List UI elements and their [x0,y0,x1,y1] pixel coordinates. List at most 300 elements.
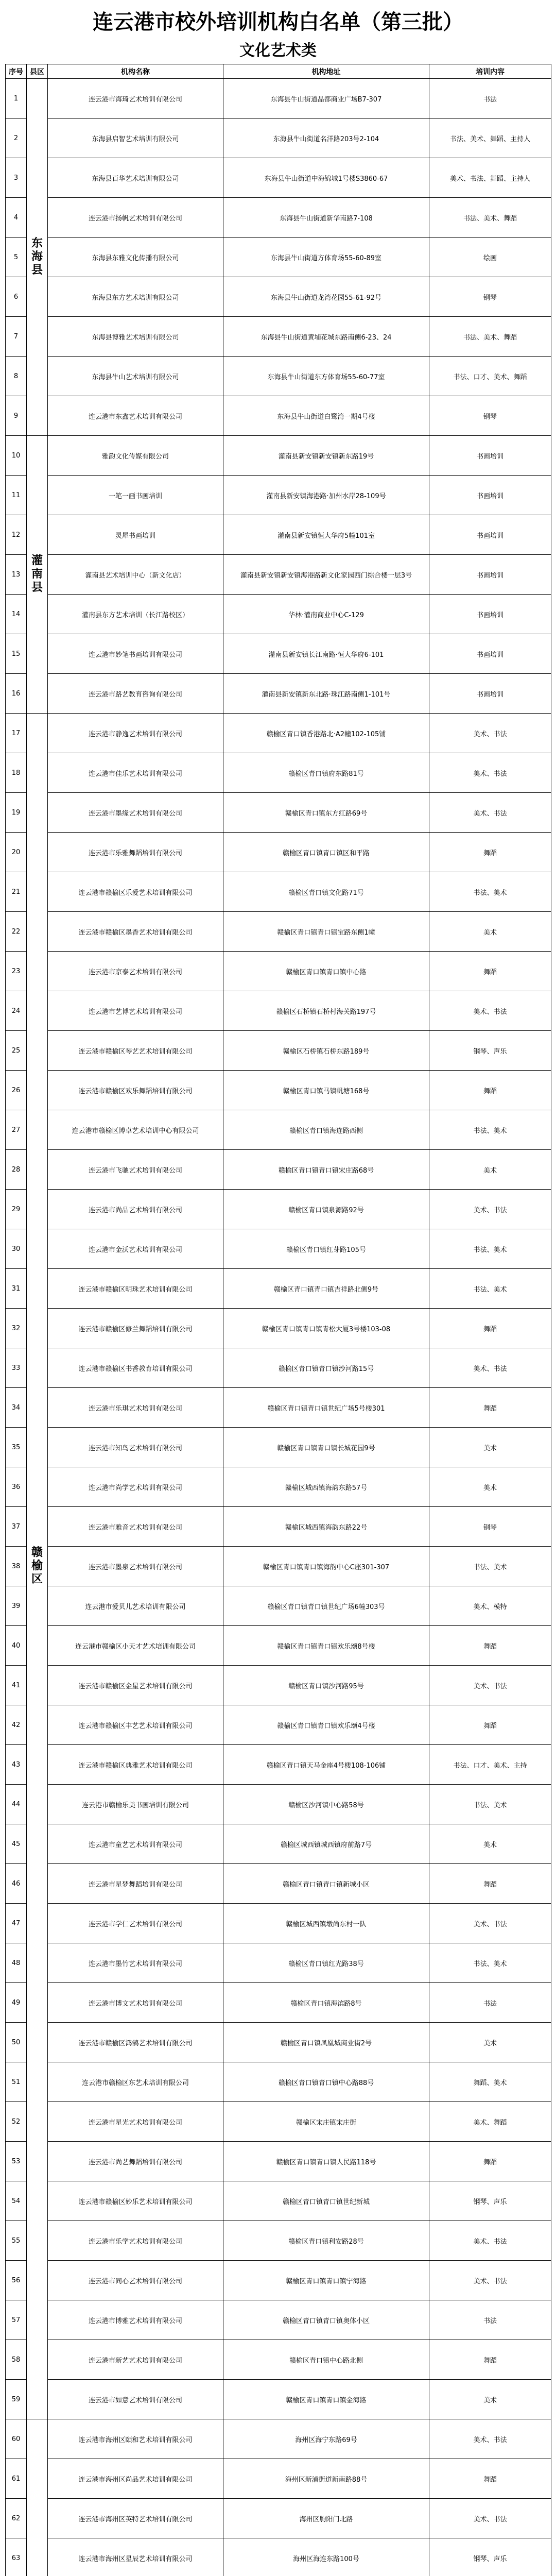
table-row [6,515,551,555]
institution-name: 连云港市佳乐艺术培训有限公司 [48,753,223,793]
institution-address: 灌南县新安镇海港路·加州水岸28-109号 [223,476,429,515]
row-number: 53 [6,2142,27,2181]
row-number: 10 [6,436,27,476]
institution-name: 连云港市同心艺术培训有限公司 [48,2261,223,2300]
institution-address: 东海县牛山街道名洋路203号2-104 [223,118,429,158]
row-number: 15 [6,634,27,674]
row-number: 6 [6,277,27,317]
training-content: 书法、美术、舞蹈 [429,198,551,238]
institution-name: 连云港市童艺艺术培训有限公司 [48,1824,223,1864]
institution-address: 赣榆区青口镇东方红路69号 [223,793,429,833]
institution-name: 连云港市妙笔书画培训有限公司 [48,634,223,674]
institution-address: 赣榆区青口镇青口镇欢乐颂4号楼 [223,1705,429,1745]
institution-name: 连云港市博文艺术培训有限公司 [48,1983,223,2023]
row-number: 25 [6,1031,27,1071]
table-row [6,595,551,634]
row-number: 54 [6,2181,27,2221]
institution-name: 连云港市墨缘艺术培训有限公司 [48,793,223,833]
table-row [6,2221,551,2261]
institution-name: 连云港市静逸艺术培训有限公司 [48,714,223,753]
institution-name: 连云港市海州区英特艺术培训有限公司 [48,2499,223,2538]
training-content: 书画培训 [429,436,551,476]
institution-name: 连云港市艺博艺术培训有限公司 [48,991,223,1031]
table-row [6,872,551,912]
row-number: 60 [6,2419,27,2459]
table-row [6,1071,551,1110]
row-number: 36 [6,1467,27,1507]
training-content: 绘画 [429,238,551,277]
table-row [6,1428,551,1467]
row-number: 14 [6,595,27,634]
row-number: 61 [6,2459,27,2499]
row-number: 35 [6,1428,27,1467]
institution-name: 连云港市海琦艺术培训有限公司 [48,79,223,118]
table-row [6,1547,551,1586]
table-row [6,1904,551,1943]
table-row [6,118,551,158]
institution-name: 灌南县艺术培训中心（新文化店） [48,555,223,595]
table-row [6,2538,551,2576]
institution-address: 赣榆区青口镇马镇帆塘168号 [223,1071,429,1110]
training-content: 美术、书法 [429,1666,551,1705]
institution-name: 连云港市赣榆区东艺术培训有限公司 [48,2062,223,2102]
training-content: 书法、美术 [429,1110,551,1150]
table-row [6,2499,551,2538]
institution-name: 连云港市乐雅舞蹈培训有限公司 [48,833,223,872]
table-row [6,2102,551,2142]
institution-name: 连云港市学仁艺术培训有限公司 [48,1904,223,1943]
row-number: 58 [6,2340,27,2380]
table-row [6,1626,551,1666]
institution-address: 东海县牛山街道晶都商业广场B7-307 [223,79,429,118]
training-content: 舞蹈 [429,1705,551,1745]
table-row [6,753,551,793]
institution-address: 海州区新浦街道新南路88号 [223,2459,429,2499]
table-row [6,317,551,357]
institution-address: 赣榆区青口镇青口镇世纪新城 [223,2181,429,2221]
institution-address: 灌南县新安镇新安镇海港路新文化家园西门综合楼一层3号 [223,555,429,595]
institution-name: 灵犀书画培训 [48,515,223,555]
institution-name: 连云港市赣榆区典雅艺术培训有限公司 [48,1745,223,1785]
table-row [6,1507,551,1547]
institution-address: 赣榆区青口镇青口镇海韵中心C座301-307 [223,1547,429,1586]
row-number: 41 [6,1666,27,1705]
training-content: 书法、美术、舞蹈、主持人 [429,118,551,158]
table-row [6,1269,551,1309]
training-content: 书法 [429,79,551,118]
institution-name: 连云港市赣榆区明珠艺术培训有限公司 [48,1269,223,1309]
table-row [6,1150,551,1190]
training-content: 书法、美术 [429,872,551,912]
training-content: 书法、美术 [429,1943,551,1983]
institution-address: 赣榆区青口镇青口镇宋庄路68号 [223,1150,429,1190]
training-content: 钢琴、声乐 [429,2538,551,2576]
institution-name: 连云港市博雅艺术培训有限公司 [48,2300,223,2340]
training-content: 书法、美术、舞蹈 [429,317,551,357]
table-header-row [6,64,551,79]
row-number: 5 [6,238,27,277]
institution-name: 连云港市雅音艺术培训有限公司 [48,1507,223,1547]
table-row [6,2300,551,2340]
district-cell: 赣榆区 [27,714,48,2419]
institution-address: 赣榆区青口镇泉源路92号 [223,1190,429,1229]
row-number: 50 [6,2023,27,2062]
institution-name: 连云港市赣榆区墨香艺术培训有限公司 [48,912,223,952]
institution-address: 赣榆区城西镇海韵东路57号 [223,1467,429,1507]
institution-name: 连云港市赣榆区书香教育培训有限公司 [48,1348,223,1388]
institution-address: 赣榆区青口镇青口镇中心路 [223,952,429,991]
row-number: 22 [6,912,27,952]
institution-name: 连云港市尚品艺术培训有限公司 [48,1190,223,1229]
training-content: 舞蹈 [429,1864,551,1904]
table-row [6,277,551,317]
training-content: 美术 [429,912,551,952]
institution-address: 赣榆区青口镇青口镇长城花园9号 [223,1428,429,1467]
row-number: 62 [6,2499,27,2538]
training-content: 美术、舞蹈 [429,2102,551,2142]
row-number: 46 [6,1864,27,1904]
institution-name: 连云港市赣榆区修兰舞蹈培训有限公司 [48,1309,223,1348]
institution-name: 东海县东方艺术培训有限公司 [48,277,223,317]
table-row [6,2023,551,2062]
institution-address: 赣榆区青口镇凤凰城商业街2号 [223,2023,429,2062]
training-content: 舞蹈 [429,2142,551,2181]
institution-name: 连云港市尚艺舞蹈培训有限公司 [48,2142,223,2181]
row-number: 9 [6,396,27,436]
training-content: 美术 [429,1428,551,1467]
row-number: 43 [6,1745,27,1785]
institution-name: 连云港市扬帆艺术培训有限公司 [48,198,223,238]
institution-name: 连云港市尚学艺术培训有限公司 [48,1467,223,1507]
training-content: 舞蹈 [429,2459,551,2499]
training-content: 美术、书法 [429,2419,551,2459]
training-content: 舞蹈 [429,1388,551,1428]
row-number: 26 [6,1071,27,1110]
institution-address: 赣榆区青口镇青口镇金海路 [223,2380,429,2419]
institution-address: 赣榆区青口镇青口镇沙河路15号 [223,1348,429,1388]
institution-address: 赣榆区青口镇青口镇世纪广场6幢303号 [223,1586,429,1626]
column-header: 培训内容 [429,64,551,79]
institution-name: 连云港市赣榆区金星艺术培训有限公司 [48,1666,223,1705]
table-row [6,436,551,476]
table-row [6,1348,551,1388]
institution-name: 东海县博雅艺术培训有限公司 [48,317,223,357]
training-content: 钢琴 [429,1507,551,1547]
institution-address: 赣榆区青口镇海连路西侧 [223,1110,429,1150]
training-content: 美术 [429,1467,551,1507]
institution-address: 东海县牛山街道黄埔花城东路南侧6-23、24 [223,317,429,357]
institution-address: 赣榆区青口镇天马金座4号楼108-106铺 [223,1745,429,1785]
institution-name: 连云港市赣榆区欢乐舞蹈培训有限公司 [48,1071,223,1110]
table-row [6,1864,551,1904]
training-content: 书画培训 [429,595,551,634]
training-content: 钢琴、声乐 [429,2181,551,2221]
training-content: 书画培训 [429,476,551,515]
table-row [6,1388,551,1428]
institution-name: 连云港市赣榆区丰艺艺术培训有限公司 [48,1705,223,1745]
institution-address: 赣榆区青口镇沙河路95号 [223,1666,429,1705]
institution-name: 连云港市墨泉艺术培训有限公司 [48,1547,223,1586]
column-header: 机构名称 [48,64,223,79]
institution-name: 连云港市赣榆区妙乐艺术培训有限公司 [48,2181,223,2221]
table-row [6,1586,551,1626]
table-row [6,1229,551,1269]
row-number: 28 [6,1150,27,1190]
row-number: 48 [6,1943,27,1983]
institution-address: 海州区海宁东路69号 [223,2419,429,2459]
institution-address: 赣榆区青口镇青口镇青松大厦3号楼103-08 [223,1309,429,1348]
row-number: 38 [6,1547,27,1586]
training-content: 美术 [429,1824,551,1864]
row-number: 24 [6,991,27,1031]
row-number: 13 [6,555,27,595]
training-content: 书法、美术 [429,1269,551,1309]
table-row [6,1983,551,2023]
training-content: 美术、模特 [429,1586,551,1626]
institution-name: 连云港市赣榆区鸿鹄艺术培训有限公司 [48,2023,223,2062]
training-content: 书法 [429,2300,551,2340]
institution-address: 灌南县新安镇新东北路·珠江路南侧1-101号 [223,674,429,714]
page-title: 连云港市校外培训机构白名单（第三批） [93,10,463,34]
row-number: 1 [6,79,27,118]
institution-name: 连云港市乐学艺术培训有限公司 [48,2221,223,2261]
section-heading: 文化艺术类 [239,42,317,60]
row-number: 33 [6,1348,27,1388]
institution-address: 赣榆区青口镇红芽路105号 [223,1229,429,1269]
institution-name: 连云港市赣榆区琴艺艺术培训有限公司 [48,1031,223,1071]
training-content: 书法、美术 [429,1229,551,1269]
institution-address: 赣榆区青口镇府东路81号 [223,753,429,793]
institution-address: 赣榆区青口镇青口镇新城小区 [223,1864,429,1904]
row-number: 63 [6,2538,27,2576]
training-content: 书画培训 [429,674,551,714]
institution-address: 赣榆区青口镇青口镇宁海路 [223,2261,429,2300]
training-content: 钢琴 [429,277,551,317]
row-number: 51 [6,2062,27,2102]
training-content: 钢琴、声乐 [429,1031,551,1071]
table-row [6,158,551,198]
training-content: 美术、书法 [429,1904,551,1943]
table-row [6,634,551,674]
table-row [6,674,551,714]
table-row [6,1943,551,1983]
row-number: 39 [6,1586,27,1626]
table-row [6,1110,551,1150]
training-content: 书法 [429,1983,551,2023]
institution-name: 东海县百华艺术培训有限公司 [48,158,223,198]
table-row [6,396,551,436]
institution-address: 赣榆区宋庄镇宋庄街 [223,2102,429,2142]
training-content: 美术、书法 [429,1348,551,1388]
row-number: 8 [6,357,27,396]
training-content: 书画培训 [429,515,551,555]
institution-address: 赣榆区青口镇青口镇奥体小区 [223,2300,429,2340]
table-row [6,2380,551,2419]
training-content: 舞蹈 [429,952,551,991]
row-number: 23 [6,952,27,991]
institution-name: 连云港市东鑫艺术培训有限公司 [48,396,223,436]
table-row [6,714,551,753]
institution-address: 赣榆区城西镇海韵东路22号 [223,1507,429,1547]
row-number: 42 [6,1705,27,1745]
institution-address: 华林·灌南商业中心C-129 [223,595,429,634]
institution-address: 赣榆区石桥镇石桥村海关路197号 [223,991,429,1031]
row-number: 57 [6,2300,27,2340]
table-row [6,198,551,238]
institution-name: 连云港市海州区星辰艺术培训有限公司 [48,2538,223,2576]
row-number: 18 [6,753,27,793]
institution-name: 东海县牛山艺术培训有限公司 [48,357,223,396]
roster-table [5,64,551,2576]
row-number: 20 [6,833,27,872]
institution-name: 连云港市知鸟艺术培训有限公司 [48,1428,223,1467]
institution-address: 赣榆区青口镇青口镇宝路东侧1幢 [223,912,429,952]
table-row [6,1666,551,1705]
training-content: 书画培训 [429,634,551,674]
institution-name: 连云港市海州区颐和艺术培训有限公司 [48,2419,223,2459]
institution-name: 连云港市金沃艺术培训有限公司 [48,1229,223,1269]
institution-name: 连云港市赣榆区博卓艺术培训中心有限公司 [48,1110,223,1150]
training-content: 舞蹈 [429,1309,551,1348]
training-content: 书法、口才、美术、舞蹈 [429,357,551,396]
institution-name: 连云港市路艺教育咨询有限公司 [48,674,223,714]
row-number: 12 [6,515,27,555]
training-content: 美术、书法 [429,753,551,793]
row-number: 16 [6,674,27,714]
institution-address: 灌南县新安镇新安镇新东路19号 [223,436,429,476]
institution-address: 赣榆区青口镇青口镇欢乐颂8号楼 [223,1626,429,1666]
table-row [6,1785,551,1824]
institution-name: 连云港市赣榆区乐爱艺术培训有限公司 [48,872,223,912]
institution-name: 连云港市星光艺术培训有限公司 [48,2102,223,2142]
institution-address: 赣榆区青口镇文化路71号 [223,872,429,912]
institution-name: 连云港市新艺艺术培训有限公司 [48,2340,223,2380]
institution-name: 连云港市星梦舞蹈培训有限公司 [48,1864,223,1904]
row-number: 30 [6,1229,27,1269]
institution-address: 东海县牛山街道新华南路7-108 [223,198,429,238]
table-row [6,2062,551,2102]
row-number: 11 [6,476,27,515]
sections-container [5,38,551,2576]
training-content: 书法、口才、美术、主持 [429,1745,551,1785]
institution-address: 赣榆区青口镇香港路北·A2幢102-105铺 [223,714,429,753]
institution-name: 东海县东雅文化传播有限公司 [48,238,223,277]
institution-name: 连云港市飞驰艺术培训有限公司 [48,1150,223,1190]
district-cell [27,2419,48,2576]
institution-name: 东海县启智艺术培训有限公司 [48,118,223,158]
institution-address: 赣榆区青口镇青口镇中心路88号 [223,2062,429,2102]
institution-address: 东海县牛山街道东方体育场55-60-77室 [223,357,429,396]
table-row [6,912,551,952]
institution-address: 海州区朐阳门北路 [223,2499,429,2538]
row-number: 56 [6,2261,27,2300]
institution-name: 连云港市海州区尚品艺术培训有限公司 [48,2459,223,2499]
training-content: 美术、书法 [429,793,551,833]
training-content: 书法、美术 [429,1547,551,1586]
table-row [6,2340,551,2380]
table-row [6,833,551,872]
institution-name: 一笔一画书画培训 [48,476,223,515]
table-row [6,2261,551,2300]
row-number: 4 [6,198,27,238]
institution-address: 赣榆区青口镇海滨路8号 [223,1983,429,2023]
institution-address: 海州区海连东路100号 [223,2538,429,2576]
row-number: 7 [6,317,27,357]
row-number: 3 [6,158,27,198]
row-number: 52 [6,2102,27,2142]
institution-address: 赣榆区青口镇利安路28号 [223,2221,429,2261]
table-row [6,2419,551,2459]
row-number: 55 [6,2221,27,2261]
institution-address: 赣榆区青口镇青口镇吉祥路北侧9号 [223,1269,429,1309]
institution-address: 赣榆区城西镇墩尚东村一队 [223,1904,429,1943]
institution-address: 东海县牛山街道方体育场55-60-89室 [223,238,429,277]
training-content: 舞蹈 [429,2340,551,2380]
training-content: 美术、书法 [429,991,551,1031]
district-cell: 灌南县 [27,436,48,714]
table-row [6,2459,551,2499]
institution-address: 赣榆区城西镇城西镇府前路7号 [223,1824,429,1864]
institution-address: 东海县牛山街道中海锦城1号楼S3860-67 [223,158,429,198]
table-row [6,1031,551,1071]
table-row [6,1745,551,1785]
row-number: 44 [6,1785,27,1824]
institution-address: 灌南县新安镇长江南路·恒大华府6-101 [223,634,429,674]
table-row [6,1705,551,1745]
column-header: 县区 [27,64,48,79]
table-row [6,2181,551,2221]
district-cell: 东海县 [27,79,48,436]
training-content: 美术、书法 [429,714,551,753]
row-number: 49 [6,1983,27,2023]
table-row [6,1467,551,1507]
row-number: 17 [6,714,27,753]
training-content: 书法、美术 [429,1785,551,1824]
institution-name: 连云港市墨竹艺术培训有限公司 [48,1943,223,1983]
table-row [6,476,551,515]
table-row [6,793,551,833]
training-content: 舞蹈、美术 [429,2062,551,2102]
institution-name: 连云港市如意艺术培训有限公司 [48,2380,223,2419]
row-number: 59 [6,2380,27,2419]
institution-address: 赣榆区沙河镇中心路58号 [223,1785,429,1824]
institution-name: 连云港市赣榆区小天才艺术培训有限公司 [48,1626,223,1666]
institution-name: 连云港市乐琪艺术培训有限公司 [48,1388,223,1428]
row-number: 47 [6,1904,27,1943]
table-row [6,238,551,277]
institution-name: 雅韵文化传媒有限公司 [48,436,223,476]
row-number: 31 [6,1269,27,1309]
training-content: 钢琴 [429,396,551,436]
training-content: 舞蹈 [429,833,551,872]
row-number: 19 [6,793,27,833]
row-number: 32 [6,1309,27,1348]
institution-name: 连云港市赣榆乐美书画培训有限公司 [48,1785,223,1824]
institution-address: 赣榆区青口镇青口镇世纪广场5号楼301 [223,1388,429,1428]
training-content: 书画培训 [429,555,551,595]
institution-address: 东海县牛山街道龙湾花园55-61-92号 [223,277,429,317]
training-content: 舞蹈 [429,1071,551,1110]
row-number: 37 [6,1507,27,1547]
institution-name: 连云港市京泰艺术培训有限公司 [48,952,223,991]
column-header: 序号 [6,64,27,79]
row-number: 45 [6,1824,27,1864]
table-row [6,357,551,396]
table-row [6,1309,551,1348]
table-row [6,2142,551,2181]
row-number: 27 [6,1110,27,1150]
institution-name: 连云港市爱贝儿艺术培训有限公司 [48,1586,223,1626]
